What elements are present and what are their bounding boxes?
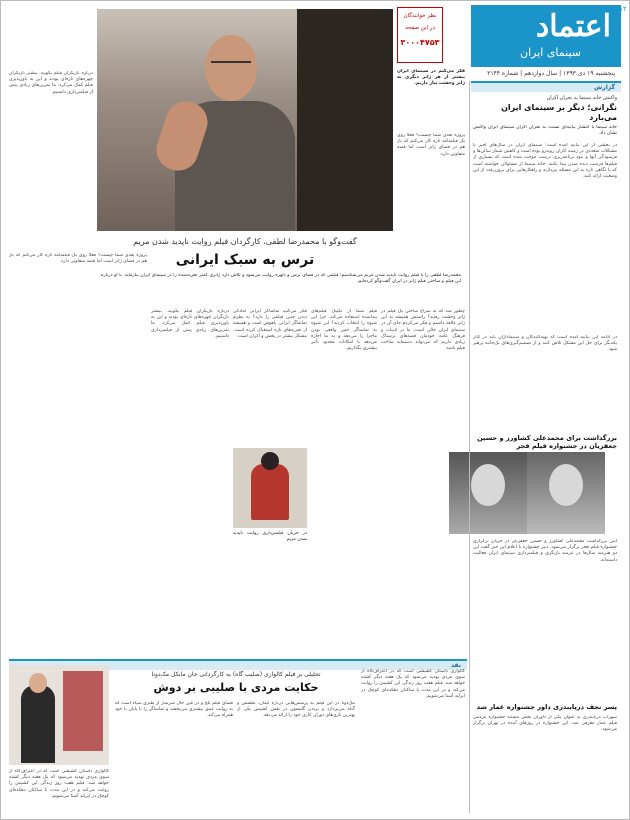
main-col-left-top: درباره بازیگران فیلم بگویید. بیشتر بازیگران چهره‌های تازه‌ای بودند و این به باورپذیری فیلم کمک می‌کرد. ما تمرین‌های زیادی پیش از فیلمبرداری داشتیم. <box>9 71 93 95</box>
main-col-4: درباره بازیگران فیلم بگویید. بیشتر بازیگران چهره‌های تازه‌ای بودند و این به باورپذیری فیلم کمک می‌کرد. ما تمرین‌های زیادی پیش از فیلمبرداری داشتیم. <box>151 309 229 339</box>
review-col-1: کالواری داستان کشیشی است که در اعتراف‌گاه از سوی مردی تهدید می‌شود که یک هفته دیگر کشته خواهد شد. فیلم هفت روز زندگی این کشیش را روایت می‌کند و در این مدت با ساکنان دهکده‌ای کوچک در ایرلند آشنا می‌شویم. <box>361 669 465 699</box>
review-photo <box>9 665 109 765</box>
sms-line-2: در این صفحه <box>405 25 435 31</box>
review-headline: حکایت مردی با صلیبی بر دوش <box>153 681 319 694</box>
sms-box <box>397 7 443 63</box>
set-photo <box>233 448 307 528</box>
review-col-2: مک‌دونا در این فیلم به پرسش‌هایی درباره ایمان، بخشش و گناه می‌پردازد و برندن گلیسون در نقش کشیش یکی از بهترین بازی‌های دوران کاری خود را ارائه می‌دهد. <box>237 701 355 719</box>
column-rule <box>469 81 470 813</box>
interview-photo <box>97 9 393 231</box>
sms-number: ۳۰۰۰۴۷۵۳ <box>400 38 440 47</box>
glasses-shape <box>211 61 251 70</box>
main-headline: ترس به سبک ایرانی <box>175 252 315 268</box>
page-number: ۱۲ <box>619 5 627 13</box>
main-col-right: پروژه بعدی شما چیست؟ فعلاً روی یک فیلمنامه تازه کار می‌کنم که باز هم در فضای ژانر است اما قصه متفاوتی دارد. <box>397 133 465 157</box>
figure-body <box>21 685 55 763</box>
section-bar-report <box>471 81 621 92</box>
right-headline: نگرانی؛ دیگر بر سینمای ایران می‌بارد <box>501 103 617 122</box>
section-label-report: گزارش <box>593 84 615 91</box>
hanging-meat-shape <box>63 671 103 751</box>
main-kicker: گفت‌وگو با محمدرضا لطفی، کارگردان فیلم روایت ناپدید شدن مریم <box>133 237 357 246</box>
newspaper-logo: اعتماد <box>535 9 611 44</box>
main-lead: محمدرضا لطفی را با فیلم روایت ناپدید شدن مریم می‌شناسیم؛ فیلمی که در فضای ترس و دلهره روایت می‌شود و تلاش دارد ژانری کمتر تجربه‌شده را در سینمای ایران بیازماید. با او درباره این فیلم و ساختن فیلم ژانر در ایران گفت‌وگو کرده‌ایم. <box>101 273 461 285</box>
portrait-right <box>527 452 605 534</box>
portrait-body: آیین بزرگداشت محمدعلی کشاورز و حسین جعفریان در جریان برگزاری جشنواره فیلم فجر برگزار می‌شود. دبیر جشنواره با اعلام این خبر گفت این دو هنرمند سال‌ها در عرصه بازیگری و فیلمبرداری سینمای ایران فعالیت داشته‌اند. <box>473 539 617 563</box>
right-body-1: در بخشی از این بیانیه آمده است: سینمای ایران در سال‌های اخیر با مشکلات متعددی در زمینه اکران روبه‌رو بوده است و کاهش شمار سالن‌ها و فرسودگی آنها و نبود برنامه‌ریزی درست موجب شده است که بسیاری از فیلم‌ها فرصت دیده شدن پیدا نکنند. خانه سینما از مسئولان خواسته است که با نگاهی تازه به این مسئله بپردازند و راهکارهایی برای برون‌رفت از این وضعیت ارائه کنند. <box>473 143 617 180</box>
right-lead: خانه سینما با انتشار بیانیه‌ای نسبت به بحران اکران سینمای ایران واکنش نشان داد. <box>473 125 617 137</box>
main-col-2: فیلم شما از تکنیک فیلم‌های پیداشده استفاده می‌کند. چرا این شیوه را انتخاب کردید؟ این شیوه به تماشاگر حس واقعی بودن ماجرا را می‌دهد و به ما اجازه می‌دهد با امکانات محدود تأثیر بیشتری بگذاریم. <box>311 309 377 352</box>
face-shape <box>471 464 505 506</box>
bottom-right-headline: پسر نجف دریابندری داور جشنواره عمار شد <box>476 703 617 711</box>
face-shape <box>549 464 583 506</box>
pull-quote: فکر می‌کنم در سینمای ایران بیشتر از هر ژانر دیگری به ژانر وحشت نیاز داریم. <box>397 69 465 87</box>
figure-head <box>261 452 279 470</box>
date-line: پنجشنبه ۱۹ دی ۱۳۹۳ | سال دوازدهم | شماره ۳۱۴۴ <box>487 70 615 77</box>
main-col-5: پروژه بعدی شما چیست؟ فعلاً روی یک فیلمنامه تازه کار می‌کنم که باز هم در فضای ژانر است اما قصه متفاوتی دارد. <box>9 253 147 265</box>
section-label-review: نقد <box>450 662 461 669</box>
figure-shape <box>251 464 289 520</box>
section-title: سینمای ایران <box>520 46 581 59</box>
review-col-3: فضای فیلم تلخ و در عین حال سرشار از طنزی سیاه است که به روایت عمق بیشتری می‌بخشد و تماشاگر را تا پایان با خود همراه می‌کند. <box>115 701 233 719</box>
photo-caption: در جریان فیلمبرداری روایت ناپدید شدن مریم <box>233 531 307 542</box>
portraits-photo <box>449 452 605 534</box>
portrait-headline: بزرگداشت برای محمدعلی کشاورز و حسین جعفریان در جشنواره فیلم فجر <box>477 434 617 450</box>
review-kicker: تحلیلی بر فیلم کالواری (صلیب گاه) به کارگردانی جان مایکل مک‌دونا <box>151 671 321 678</box>
figure-head <box>29 673 47 693</box>
review-col-4: کالواری داستان کشیشی است که در اعتراف‌گاه از سوی مردی تهدید می‌شود که یک هفته دیگر کشته خواهد شد. فیلم هفت روز زندگی این کشیش را روایت می‌کند و در این مدت با ساکنان دهکده‌ای کوچک در ایرلند آشنا می‌شویم. <box>9 769 109 799</box>
main-col-3: فکر می‌کنید تماشاگر ایرانی آمادگی دیدن چنین فیلمی را دارد؟ به نظرم تماشاگر ایرانی باهوش است و همیشه از تجربه‌های تازه استقبال کرده است. مشکل بیشتر در پخش و اکران است. <box>233 309 307 339</box>
right-kicker: واکنش خانه سینما به بحران اکران <box>546 95 617 101</box>
bottom-right-body: سهراب دریابندری به عنوان یکی از داوران بخش مستند جشنواره مردمی فیلم عمار معرفی شد. این جشنواره در روزهای آینده در تهران برگزار می‌شود. <box>473 715 617 733</box>
sms-line-1: نظر خوانندگان <box>403 13 437 19</box>
masthead <box>471 5 621 67</box>
main-col-1: چطور شد که به سراغ ساختن یک فیلم در ژانر وحشت رفتید؟ راستش همیشه به این ژانر علاقه داشتم و فکر می‌کردم جای آن در سینمای ایران خالی است. ما در ادبیات و فرهنگ عامه خودمان قصه‌های ترسناک زیادی داریم که می‌تواند دستمایه ساخت فیلم باشد. <box>381 309 465 352</box>
right-body-2: در ادامه این بیانیه آمده است که تهیه‌کنندگان و سینماداران باید در کنار یکدیگر برای حل این مشکل تلاش کنند و از تصمیم‌گیری‌های یک‌جانبه پرهیز شود. <box>473 335 617 353</box>
dark-wall <box>297 9 393 231</box>
